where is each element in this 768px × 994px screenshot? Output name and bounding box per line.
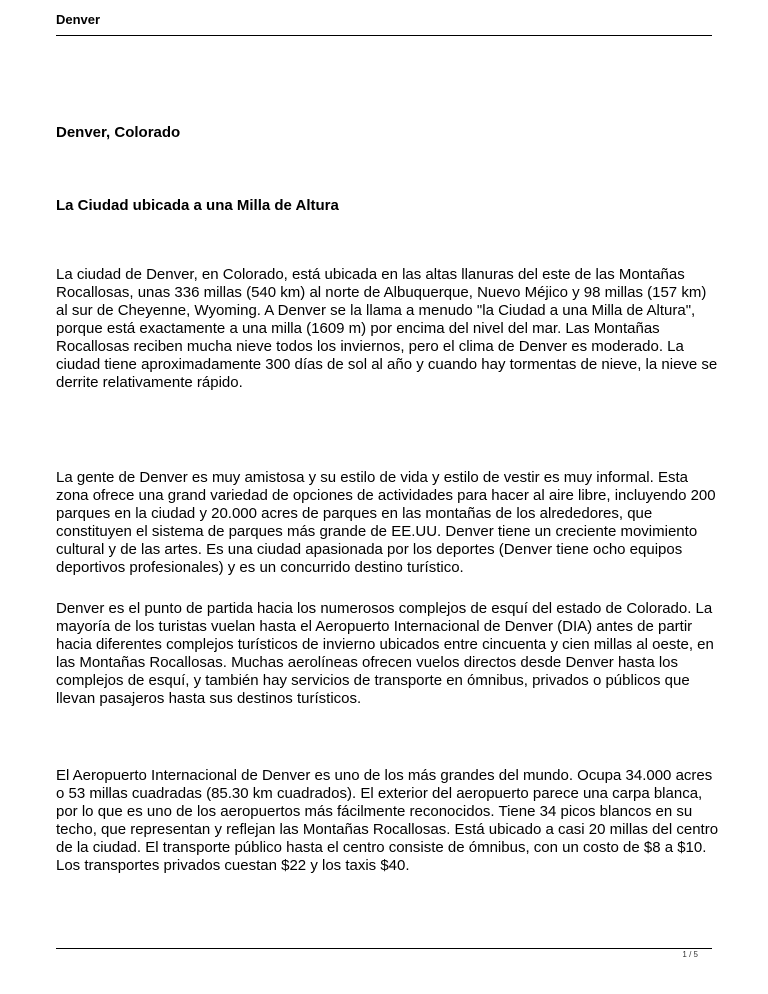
page-title: Denver, Colorado <box>56 124 181 141</box>
running-header-title: Denver <box>56 12 101 27</box>
page-subtitle: La Ciudad ubicada a una Milla de Altura <box>56 197 339 214</box>
body-paragraph-3: Denver es el punto de partida hacia los numerosos complejos de esquí del estado de Colorado. La mayoría de los turistas vuelan hasta el Aeropuerto Internacional de Denver (DIA) antes de partir hacia diferentes complejos turísticos de invierno ubicados entre cincuenta y cien millas al oeste, en las Montañas Rocallosas. Muchas aerolíneas ofrecen vuelos directos desde Denver hasta los complejos de esquí, y también hay servicios de transporte en ómnibus, privados o públicos que llevan pasajeros hasta sus destinos turísticos. <box>56 600 714 707</box>
body-paragraph-2: La gente de Denver es muy amistosa y su estilo de vida y estilo de vestir es muy informal. Esta zona ofrece una grand variedad de opciones de actividades para hacer al aire libre, incluyendo 200 parques en la ciudad y 20.000 acres de parques en las montañas de los alrededores, que constituyen el sistema de parques más grande de EE.UU. Denver tiene un creciente movimiento cultural y de las artes. Es una ciudad apasionada por los deportes (Denver tiene ocho equipos deportivos profesionales) y es un concurrido destino turístico. <box>56 469 716 576</box>
body-paragraph-4: El Aeropuerto Internacional de Denver es uno de los más grandes del mundo. Ocupa 34.000 acres o 53 millas cuadradas (85.30 km cuadrados). El exterior del aeropuerto parece una carpa blanca, por lo que es uno de los aeropuertos más fácilmente reconocidos. Tiene 34 picos blancos en su techo, que representan y reflejan las Montañas Rocallosas. Está ubicado a casi 20 millas del centro de la ciudad. El transporte público hasta el centro consiste de ómnibus, con un costo de $8 a $10. Los transportes privados cuestan $22 y los taxis $40. <box>56 767 719 874</box>
footer-divider <box>56 948 712 949</box>
header-divider <box>56 35 712 36</box>
page-number: 1 / 5 <box>682 950 698 959</box>
body-paragraph-1: La ciudad de Denver, en Colorado, está ubicada en las altas llanuras del este de las Montañas Rocallosas, unas 336 millas (540 km) al norte de Albuquerque, Nuevo Méjico y 98 millas (157 km) al sur de Cheyenne, Wyoming. A Denver se la llama a menudo "la Ciudad a una Milla de Altura", porque está exactamente a una milla (1609 m) por encima del nivel del mar. Las Montañas Rocallosas reciben mucha nieve todos los inviernos, pero el clima de Denver es moderado. La ciudad tiene aproximadamente 300 días de sol al año y cuando hay tormentas de nieve, la nieve se derrite relativamente rápido. <box>56 266 718 391</box>
